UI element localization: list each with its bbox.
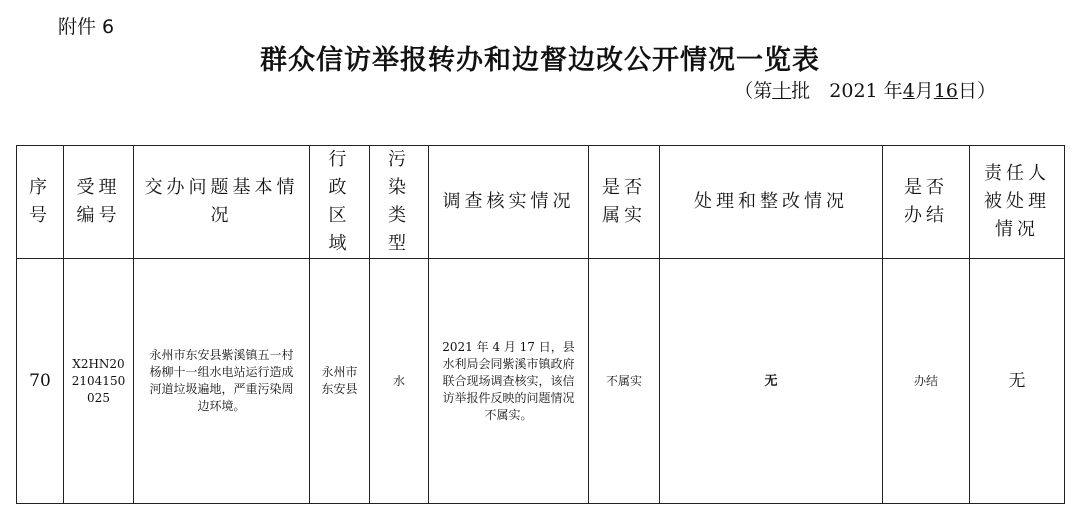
header-pollution: 污染类型 [370,146,429,259]
batch-close: 日） [957,80,996,102]
header-row [17,146,1065,259]
batch-open: （第 [734,80,773,102]
header-accountability: 责任人被处理情况 [970,146,1065,259]
cell-accountability: 无 [970,259,1065,504]
table-row [17,259,1065,504]
cell-verified: 不属实 [589,259,660,504]
header-case-no: 受理编号 [64,146,134,259]
cell-issue: 永州市东安县紫溪镇五一村杨柳十一组水电站运行造成河道垃圾遍地，严重污染周边环境。 [134,259,310,504]
batch-month: 4 [902,80,915,102]
header-handling: 处理和整改情况 [660,146,883,259]
batch-month-label: 月 [914,80,934,102]
cell-closed: 办结 [883,259,970,504]
batch-number: 十 [772,80,792,102]
complaint-table [16,145,1065,504]
header-closed: 是否办结 [883,146,970,259]
header-region: 行政区域 [310,146,370,259]
cell-investigation: 2021 年 4 月 17 日，县水利局会同紫溪市镇政府联合现场调查核实，该信访举报件反映的问题情况不属实。 [429,259,589,504]
batch-date-line [734,76,996,103]
cell-region: 永州市东安县 [310,259,370,504]
attachment-label: 附件 6 [58,16,115,38]
header-verified: 是否属实 [589,146,660,259]
batch-year: 批 2021 年 [791,80,903,102]
header-seq: 序号 [17,146,64,259]
cell-handling: 无 [660,259,883,504]
cell-seq: 70 [17,259,64,504]
cell-pollution: 水 [370,259,429,504]
batch-day: 16 [933,80,958,102]
header-issue: 交办问题基本情况 [134,146,310,259]
document-title: 群众信访举报转办和边督边改公开情况一览表 [260,45,820,76]
cell-case-no: X2HN202104150025 [64,259,134,504]
header-investigation: 调查核实情况 [429,146,589,259]
